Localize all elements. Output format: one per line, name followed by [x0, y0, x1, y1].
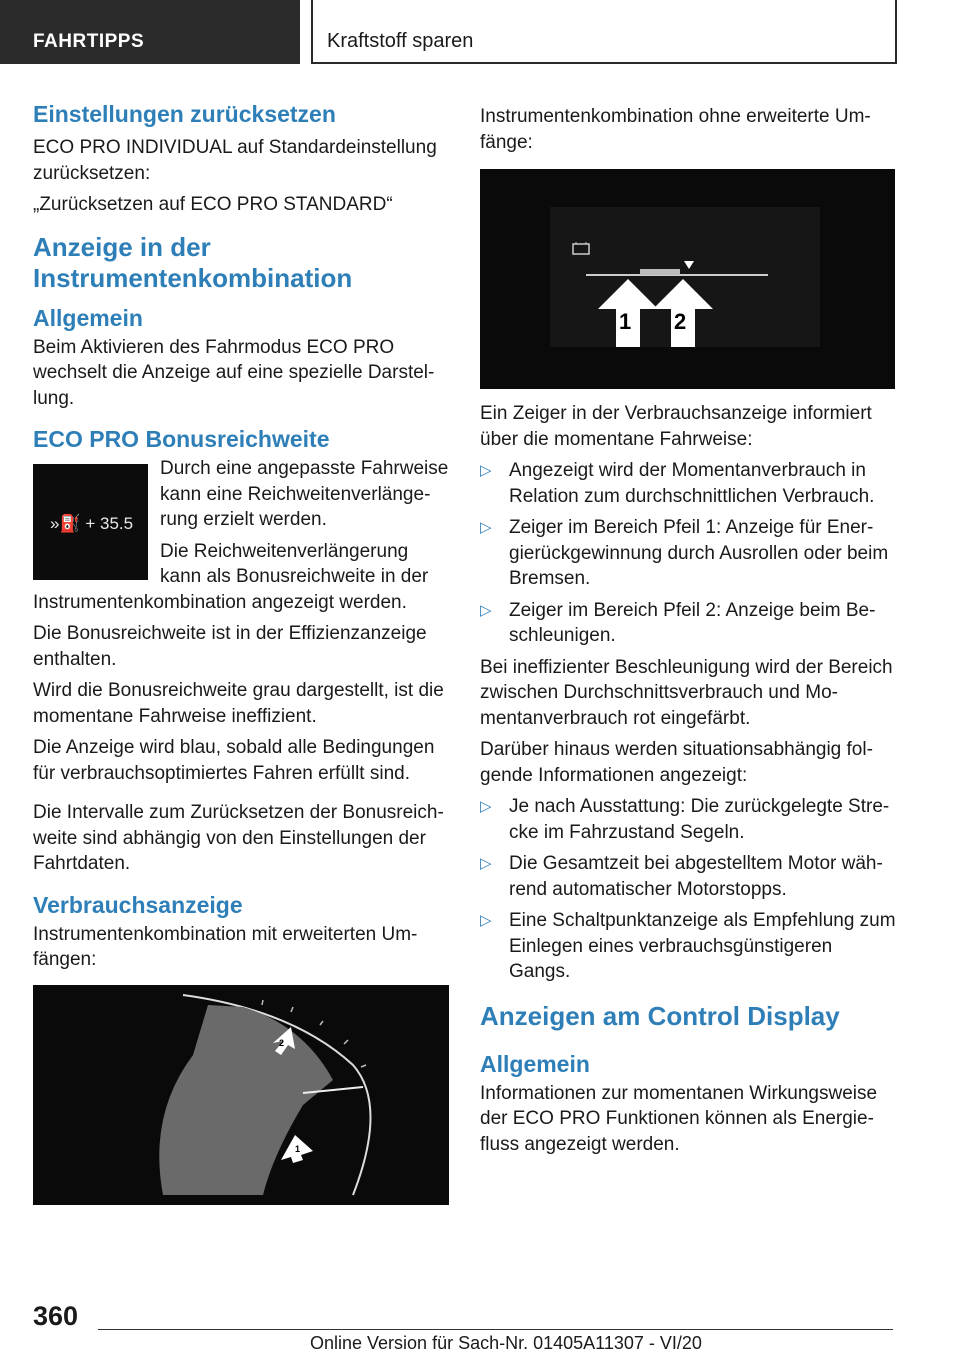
- paragraph: ECO PRO INDIVIDUAL auf Standardeinstellung zurücksetzen:: [33, 137, 437, 184]
- bullet-list-pointer: [480, 458, 896, 649]
- paragraph: Wird die Bonusreichweite grau dargestellt, ist die momentane Fahrweise ineffizient.: [33, 680, 444, 727]
- left-column: [33, 100, 449, 1205]
- heading-control-display: Anzeigen am Control Display: [480, 1000, 840, 1031]
- paragraph: Informationen zur momentanen Wirkungsweise der ECO PRO Funktionen können als Energiefluss angezeigt werden.: [480, 1082, 878, 1155]
- right-column: [480, 104, 896, 1163]
- triangle-bullet-icon: ▷: [480, 519, 492, 536]
- bar-gauge-illustration: [480, 169, 895, 389]
- chapter-header: [311, 0, 897, 64]
- heading-allgemein: Allgemein: [480, 1050, 590, 1077]
- triangle-bullet-icon: ▷: [480, 601, 492, 619]
- heading-bonus: ECO PRO Bonusreichweite: [33, 426, 330, 452]
- list-item: ▷ Zeiger im Bereich Pfeil 2: Anzeige beim Beschleunigen.: [480, 599, 876, 646]
- list-item: ▷ Je nach Ausstattung: Die zurückgelegte Strecke im Fahrzustand Segeln.: [480, 796, 890, 843]
- heading-reset: Einstellungen zurücksetzen: [33, 101, 336, 127]
- paragraph: Instrumentenkombination mit erweiterten Umfängen:: [33, 923, 418, 970]
- heading-anzeige: Anzeige in der Instrumentenkombination: [33, 231, 353, 293]
- online-version-note: Online Version für Sach-Nr. 01405A11307 - VI/20: [310, 1333, 702, 1353]
- list-item: ▷ Eine Schaltpunktanzeige als Empfehlung zum Einlegen eines verbrauchsgünstigeren Gangs.: [480, 910, 896, 982]
- list-item: ▷ Zeiger im Bereich Pfeil 1: Anzeige für Energierückgewinnung durch Ausrollen oder beim Bremsen.: [480, 517, 889, 589]
- arrow-1-icon: [281, 1135, 313, 1163]
- triangle-bullet-icon: ▷: [480, 798, 492, 815]
- paragraph: Die Reichweitenverlängerung kann als Bonusreichweite in der Instrumentenkombination angezeigt werden.: [33, 540, 429, 613]
- footer-rule: [98, 1329, 893, 1330]
- arrow-label: 1: [619, 309, 632, 334]
- gauge-illustration: [33, 985, 449, 1205]
- list-item: ▷ Die Gesamtzeit bei abgestelltem Motor während automatischer Motorstopps.: [480, 853, 883, 900]
- arrow-label: 2: [279, 1037, 285, 1048]
- paragraph: Bei ineffizienter Beschleunigung wird der Bereich zwischen Durchschnittsverbrauch und Momentanverbrauch rot eingefärbt.: [480, 656, 893, 729]
- paragraph: Durch eine angepasste Fahrweise kann eine Reichweitenverlängerung erzielt werden.: [160, 458, 449, 530]
- paragraph: Beim Aktivieren des Fahrmodus ECO PRO wechselt die Anzeige auf eine spezielle Darstellung.: [33, 336, 435, 409]
- paragraph: Die Anzeige wird blau, sobald alle Bedingungen für verbrauchsoptimiertes Fahren erfüllt sind.: [33, 737, 435, 784]
- bonus-range-image: [33, 464, 148, 580]
- list-item: ▷ Angezeigt wird der Momentanverbrauch in Relation zum durchschnittlichen Verbrauch.: [480, 460, 875, 507]
- triangle-bullet-icon: ▷: [480, 855, 492, 872]
- fuel-pump-icon: »⛽: [50, 514, 86, 533]
- bullet-list-info: [480, 794, 896, 985]
- arrow-label: 1: [295, 1143, 301, 1154]
- section-label: FAHRTIPPS: [33, 31, 145, 52]
- paragraph: Ein Zeiger in der Verbrauchsanzeige informiert über die momentane Fahrweise:: [480, 403, 872, 450]
- paragraph: Instrumentenkombination ohne erweiterte Umfänge:: [480, 106, 871, 153]
- arrow-label: 2: [674, 309, 687, 334]
- heading-verbrauch: Verbrauchsanzeige: [33, 891, 243, 918]
- section-tab: [0, 0, 300, 64]
- paragraph: Darüber hinaus werden situationsabhängig folgende Informationen angezeigt:: [480, 739, 873, 786]
- paragraph: „Zurücksetzen auf ECO PRO STANDARD“: [33, 194, 393, 215]
- triangle-bullet-icon: ▷: [480, 462, 492, 479]
- page-number: 360: [33, 1301, 79, 1331]
- bonus-value: + 35.5: [85, 514, 134, 533]
- chapter-title: Kraftstoff sparen: [327, 30, 474, 52]
- gauge-image-basic: [480, 169, 895, 389]
- triangle-bullet-icon: ▷: [480, 912, 492, 929]
- gauge-image-extended: [33, 985, 449, 1205]
- paragraph: Die Bonusreichweite ist in der Effizienzanzeige enthalten.: [33, 623, 427, 670]
- paragraph: Die Intervalle zum Zurücksetzen der Bonusreichweite sind abhängig von den Einstellungen der Fahrtdaten.: [33, 802, 444, 874]
- heading-allgemein: Allgemein: [33, 304, 143, 331]
